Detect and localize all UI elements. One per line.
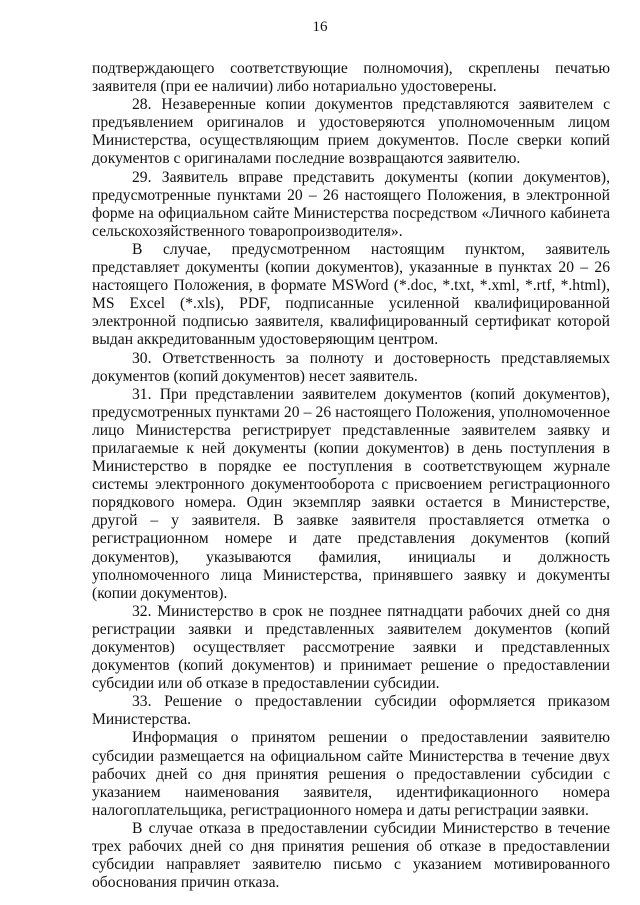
paragraph-refusal-notice: В случае отказа в предоставлении субсидии Министерство в течение трех рабочих дней со дня принятия решения об отказе в предоставлении субсидии направляет заявителю письмо с указанием мотивированного обоснования причин отказа. [92, 819, 610, 892]
paragraph-item-32: 32. Министерство в срок не позднее пятнадцати рабочих дней со дня регистрации заявки и представленных заявителем документов (копий документов) осуществляет рассмотрение заявки и представленных документов (копий документов) и принимает решение о предоставлении субсидии или об отказе в предоставлении субсидии. [92, 602, 610, 693]
document-body [92, 60, 610, 892]
paragraph-continuation: подтверждающего соответствующие полномочия), скреплены печатью заявителя (при ее наличии) либо нотариально удостоверены. [92, 60, 610, 96]
paragraph-item-30: 30. Ответственность за полноту и достоверность представляемых документов (копий документов) несет заявитель. [92, 349, 610, 385]
paragraph-item-29: 29. Заявитель вправе представить документы (копии документов), предусмотренные пунктами 20 – 26 настоящего Положения, в электронной форме на официальном сайте Министерства посредством «Личного кабинета сельскохозяйственного товаропроизводителя». [92, 168, 610, 240]
page-number: 16 [312, 19, 328, 35]
paragraph-item-31: 31. При представлении заявителем документов (копий документов), предусмотренных пунктами 20 – 26 настоящего Положения, уполномоченное лицо Министерства регистрирует представленные заявителем заявку и прилагаемые к ней документы (копии документов) в день поступления в Министерство в порядке ее поступления в соответствующем журнале системы электронного документооборота с присвоением регистрационного порядкового номера. Один экземпляр заявки остается в Министерстве, другой – у заявителя. В заявке заявителя проставляется отметка о регистрационном номере и дате представления документов (копий документов), указываются фамилия, инициалы и должность уполномоченного лица Министерства, принявшего заявку и документы (копии документов). [92, 385, 610, 602]
paragraph-decision-info: Информация о принятом решении о предоставлении заявителю субсидии размещается на официальном сайте Министерства в течение двух рабочих дней со дня принятия решения о предоставлении субсидии с указанием наименования заявителя, идентификационного номера налогоплательщика, регистрационного номера и даты регистрации заявки. [92, 729, 610, 819]
paragraph-item-33: 33. Решение о предоставлении субсидии оформляется приказом Министерства. [92, 693, 610, 729]
paragraph-item-29-format: В случае, предусмотренном настоящим пунктом, заявитель представляет документы (копии документов), указанные в пунктах 20 – 26 настоящего Положения, в формате MSWord (*.doc, *.txt, *.xml, *.rtf, *.html), MS Excel (*.xls), PDF, подписанные усиленной квалифицированной электронной подписью заявителя, квалифицированный сертификат которой выдан аккредитованным удостоверяющим центром. [92, 240, 610, 349]
paragraph-item-28: 28. Незаверенные копии документов представляются заявителем с предъявлением оригиналов и удостоверяются уполномоченным лицом Министерства, осуществляющим прием документов. После сверки копий документов с оригиналами последние возвращаются заявителю. [92, 96, 610, 168]
